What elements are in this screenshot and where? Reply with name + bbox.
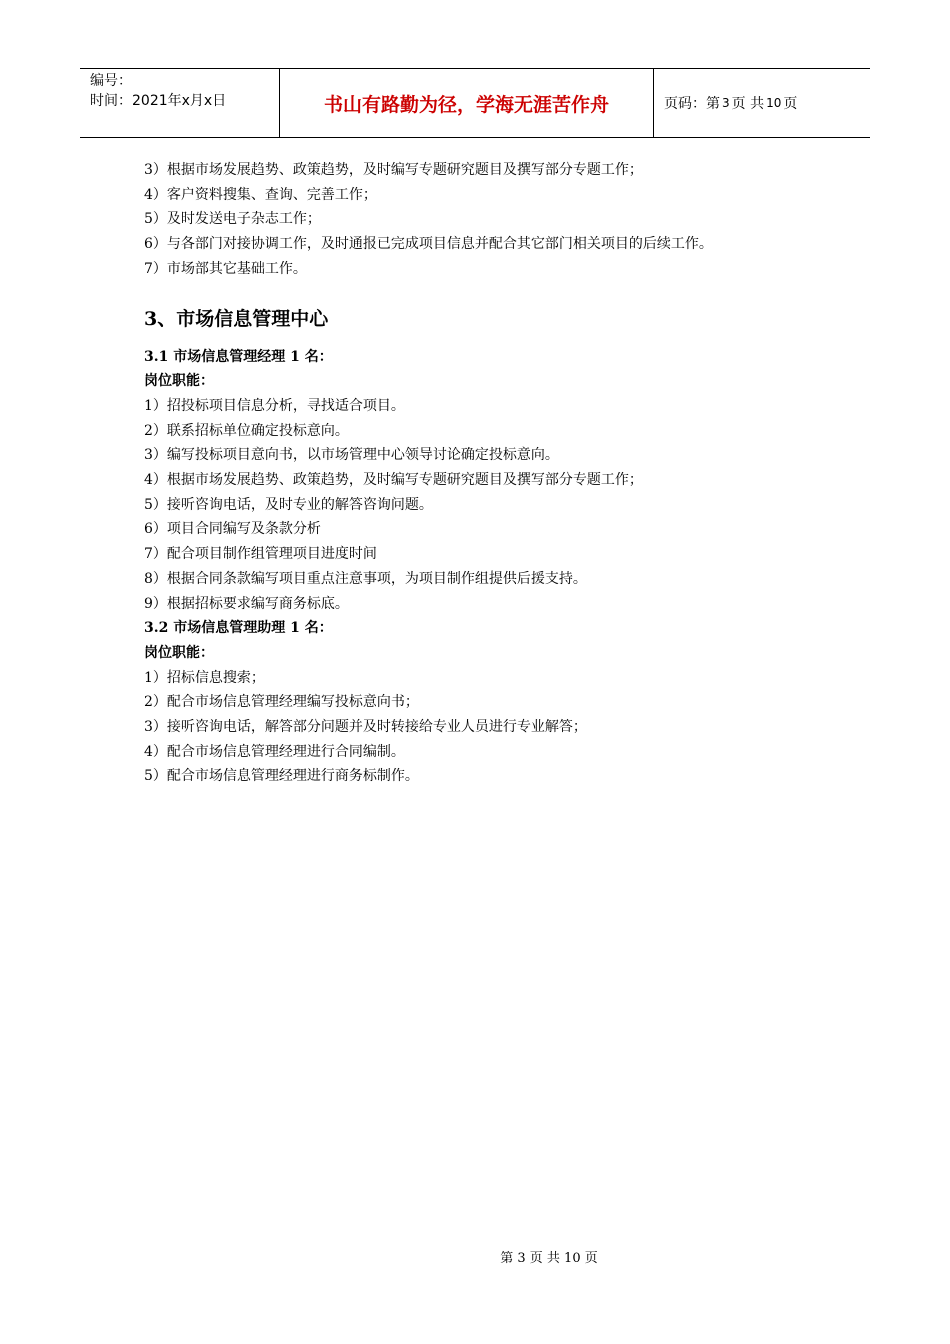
list-item: 2）配合市场信息管理经理编写投标意向书；	[144, 694, 419, 711]
document-body	[144, 158, 824, 789]
list-item: 5）及时发送电子杂志工作；	[144, 211, 321, 228]
list-item: 4）配合市场信息管理经理进行合同编制。	[144, 743, 405, 760]
list-item: 5）接听咨询电话，及时专业的解答咨询问题。	[144, 496, 433, 513]
page-footer	[0, 1247, 950, 1266]
number-label: 编号：	[90, 73, 132, 89]
list-item: 9）根据招标要求编写商务标底。	[144, 595, 349, 612]
duty-label: 岗位职能：	[144, 373, 214, 390]
page-prefix: 页码：第	[664, 96, 720, 112]
header-meta	[80, 69, 280, 137]
list-item: 4）客户资料搜集、查询、完善工作；	[144, 186, 377, 203]
list-item: 8）根据合同条款编写项目重点注意事项，为项目制作组提供后援支持。	[144, 570, 587, 587]
list-item: 4）根据市场发展趋势、政策趋势，及时编写专题研究题目及撰写部分专题工作；	[144, 472, 643, 489]
page-current: 3	[722, 96, 730, 110]
subsection-title: 3.2 市场信息管理助理 1 名：	[144, 620, 333, 637]
header-page-number	[654, 69, 870, 137]
list-item: 2）联系招标单位确定投标意向。	[144, 422, 349, 439]
list-item: 3）接听咨询电话，解答部分问题并及时转接给专业人员进行专业解答；	[144, 719, 587, 736]
list-item: 7）市场部其它基础工作。	[144, 260, 307, 277]
footer-page-number: 第 3 页 共 10 页	[500, 1251, 598, 1266]
list-item: 3）编写投标项目意向书，以市场管理中心领导讨论确定投标意向。	[144, 447, 559, 464]
page-suffix: 页	[783, 96, 798, 112]
list-item: 1）招投标项目信息分析，寻找适合项目。	[144, 397, 405, 414]
list-item: 1）招标信息搜索；	[144, 669, 265, 686]
list-item: 5）配合市场信息管理经理进行商务标制作。	[144, 768, 419, 785]
section-heading: 3、市场信息管理中心	[144, 307, 329, 330]
subsection-assistant	[144, 616, 824, 789]
list-item: 3）根据市场发展趋势、政策趋势，及时编写专题研究题目及撰写部分专题工作；	[144, 162, 643, 178]
subsection-title: 3.1 市场信息管理经理 1 名：	[144, 348, 333, 365]
list-item: 7）配合项目制作组管理项目进度时间	[144, 546, 377, 563]
intro-list	[144, 158, 824, 282]
page-header	[80, 68, 870, 138]
header-motto: 书山有路勤为径，学海无涯苦作舟	[280, 69, 654, 137]
time-label: 时间：2021年x月x日	[90, 93, 227, 109]
subsection-manager	[144, 345, 824, 617]
list-item: 6）与各部门对接协调工作，及时通报已完成项目信息并配合其它部门相关项目的后续工作。	[144, 236, 713, 253]
page-total: 10	[766, 96, 782, 110]
duty-label: 岗位职能：	[144, 644, 214, 661]
list-item: 6）项目合同编写及条款分析	[144, 521, 321, 538]
page-mid: 页 共	[731, 96, 765, 112]
